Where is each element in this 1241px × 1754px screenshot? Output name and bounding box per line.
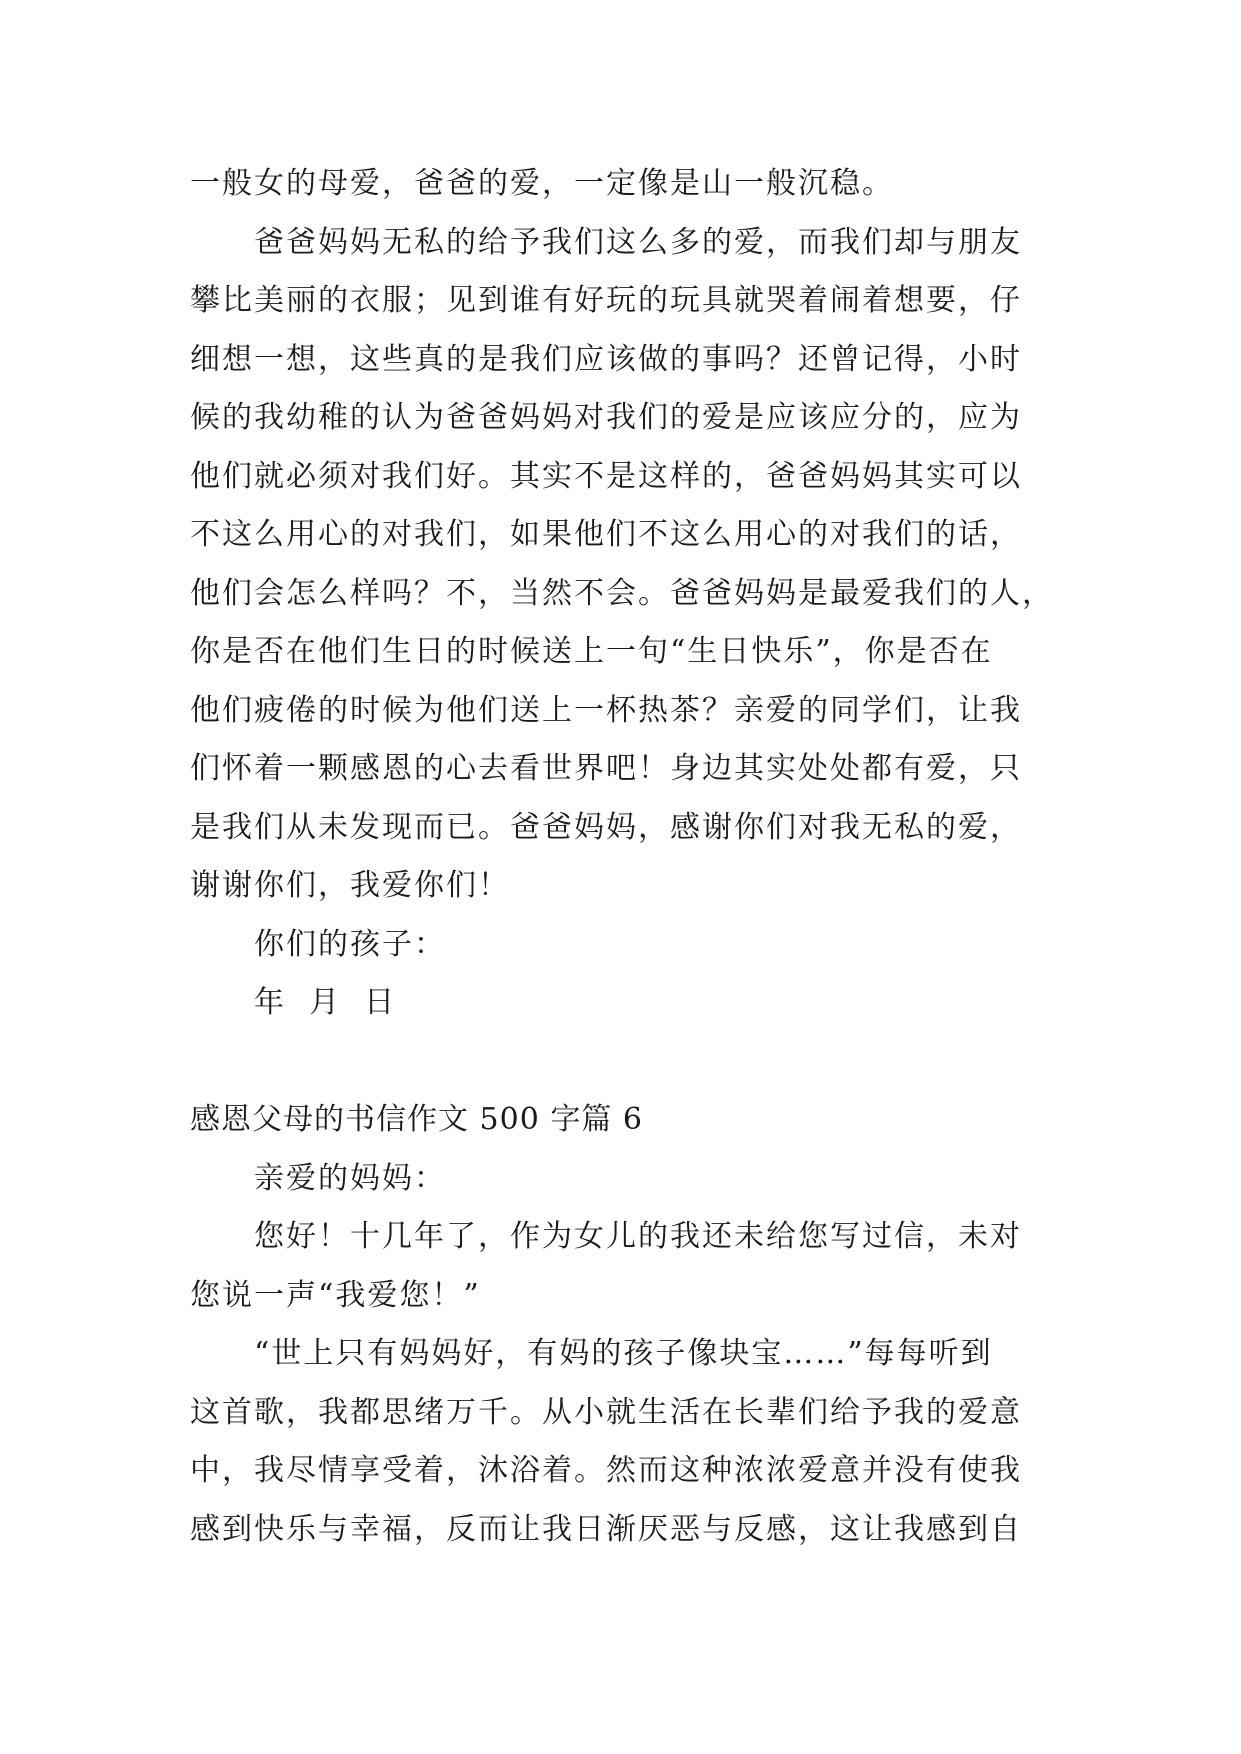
- spacer: [190, 1033, 1050, 1092]
- text-line: “世上只有妈妈好，有妈的孩子像块宝……”每每听到: [254, 1336, 993, 1371]
- greeting: 亲爱的妈妈：: [254, 1160, 446, 1196]
- text-line: 他们就必须对我们好。其实不是这样的，爸爸妈妈其实可以: [190, 458, 1022, 494]
- continued-paragraph: [190, 155, 1050, 214]
- text-line: 中，我尽情享受着，沐浴着。然而这种浓浓爱意并没有使我: [190, 1453, 1022, 1488]
- text-line: 感到快乐与幸福，反而让我日渐厌恶与反感，这让我感到自: [190, 1511, 1022, 1547]
- signature: 你们的孩子：: [254, 926, 446, 962]
- text-line: 们怀着一颗感恩的心去看世界吧！身边其实处处都有爱，只: [190, 751, 1022, 786]
- text-line: 这首歌，我都思绪万千。从小就生活在长辈们给予我的爱意: [190, 1394, 1022, 1430]
- paragraph: [190, 1208, 1050, 1325]
- paragraph: [190, 214, 1054, 916]
- document-body: [190, 155, 1054, 1559]
- text-line: 爸爸妈妈无私的给予我们这么多的爱，而我们却与朋友: [254, 224, 1022, 260]
- text-line: 一般女的母爱，爸爸的爱，一定像是山一般沉稳。: [190, 166, 894, 201]
- text-line: 攀比美丽的衣服；见到谁有好玩的玩具就哭着闹着想要，仔: [190, 283, 1022, 318]
- text-line: 他们会怎么样吗？不，当然不会。爸爸妈妈是最爱我们的人，: [190, 575, 1054, 611]
- text-line: 您好！十几年了，作为女儿的我还未给您写过信，未对: [254, 1219, 1022, 1254]
- text-line: 他们疲倦的时候为他们送上一杯热茶？亲爱的同学们，让我: [190, 692, 1022, 728]
- paragraph: [190, 1325, 1050, 1559]
- text-line: 你是否在他们生日的时候送上一句“生日快乐”，你是否在: [190, 634, 993, 669]
- text-line: 是我们从未发现而已。爸爸妈妈，感谢你们对我无私的爱，: [190, 809, 1022, 845]
- text-line: 谢谢你们，我爱你们！: [190, 868, 510, 903]
- text-line: 候的我幼稚的认为爸爸妈妈对我们的爱是应该应分的，应为: [190, 400, 1022, 435]
- text-line: 不这么用心的对我们，如果他们不这么用心的对我们的话，: [190, 517, 1022, 552]
- text-line: 细想一想，这些真的是我们应该做的事吗？还曾记得，小时: [190, 341, 1022, 377]
- date-line: 年 月 日: [254, 985, 397, 1020]
- text-line: 您说一声“我爱您！”: [190, 1277, 481, 1313]
- section-title: 感恩父母的书信作文 500 字篇 6: [190, 1102, 643, 1137]
